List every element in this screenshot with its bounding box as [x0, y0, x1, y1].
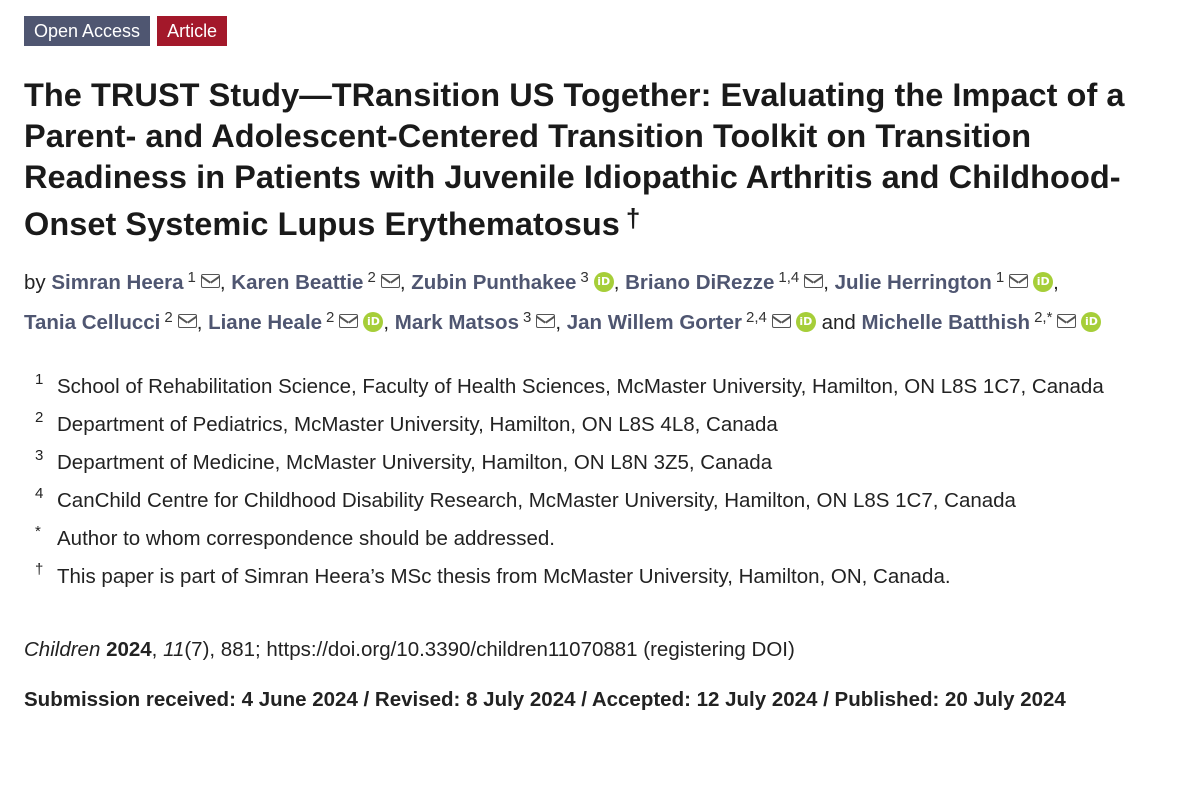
- affiliation-mark: 2: [35, 409, 44, 426]
- author-item: [567, 311, 816, 334]
- affiliation-text: CanChild Centre for Childhood Disability Research, McMaster University, Hamilton, ON L8S 1C7, Canada: [57, 489, 1016, 512]
- author-affiliation-mark: 3: [580, 269, 589, 286]
- open-access-badge[interactable]: Open Access: [24, 16, 150, 46]
- orcid-icon[interactable]: iD: [594, 272, 614, 292]
- affiliation-item: [24, 484, 1176, 517]
- author-item: [625, 271, 823, 294]
- article-type-badge[interactable]: Article: [157, 16, 227, 46]
- author-affiliation-mark: 2: [164, 309, 173, 326]
- citation-line: Children 2024, 11(7), 881; https://doi.org/10.3390/children11070881 (registering DOI): [24, 638, 795, 661]
- email-icon[interactable]: [772, 314, 791, 328]
- email-icon[interactable]: [201, 274, 220, 288]
- author-name-link[interactable]: Briano DiRezze: [625, 271, 775, 294]
- affiliation-item: [24, 370, 1176, 403]
- citation-volume: 11: [163, 638, 185, 661]
- affiliation-text: Department of Pediatrics, McMaster University, Hamilton, ON L8S 4L8, Canada: [57, 413, 778, 436]
- email-icon[interactable]: [1057, 314, 1076, 328]
- affiliation-mark: †: [35, 561, 44, 578]
- author-item: [24, 311, 197, 334]
- email-icon[interactable]: [381, 274, 400, 288]
- affiliation-mark: 3: [35, 447, 44, 464]
- author-affiliation-mark: 3: [522, 309, 532, 326]
- email-icon[interactable]: [536, 314, 555, 328]
- affiliation-text: Department of Medicine, McMaster University, Hamilton, ON L8N 3Z5, Canada: [57, 451, 773, 474]
- author-item: [861, 311, 1101, 334]
- affiliation-mark: 4: [35, 485, 44, 502]
- citation-issue-pages-doi[interactable]: (7), 881; https://doi.org/10.3390/children11070881 (registering DOI): [184, 638, 795, 661]
- citation-year: 2024: [106, 638, 152, 661]
- author-item: [395, 311, 556, 334]
- author-affiliation-mark: 2: [367, 269, 376, 286]
- affiliation-item: [24, 560, 1176, 593]
- author-item: [231, 271, 400, 294]
- orcid-icon[interactable]: iD: [363, 312, 383, 332]
- author-affiliation-mark: 2,*: [1034, 309, 1053, 326]
- affiliation-mark: 1: [35, 371, 44, 388]
- author-item: [51, 271, 220, 294]
- author-name-link[interactable]: Julie Herrington: [834, 271, 992, 294]
- orcid-icon[interactable]: iD: [1033, 272, 1053, 292]
- email-icon[interactable]: [178, 314, 197, 328]
- author-name-link[interactable]: Michelle Batthish: [861, 311, 1031, 334]
- orcid-icon[interactable]: iD: [1081, 312, 1101, 332]
- affiliation-text: Author to whom correspondence should be addressed.: [57, 527, 556, 550]
- article-title-text: The TRUST Study—TRansition US Together: Evaluating the Impact of a Parent- and Adolescent-Centered Transition Toolkit on Transition Readiness in Patients with Juvenile Idiopathic Arthritis and Childhood-Onset Systemic Lupus Erythematosus: [24, 77, 1125, 242]
- affiliation-item: [24, 408, 1176, 441]
- author-name-link[interactable]: Liane Heale: [208, 311, 323, 334]
- email-icon[interactable]: [1009, 274, 1028, 288]
- author-affiliation-mark: 1: [995, 269, 1005, 286]
- email-icon[interactable]: [804, 274, 823, 288]
- title-footnote-mark[interactable]: †: [625, 203, 641, 233]
- author-item: [835, 271, 1054, 294]
- author-name-link[interactable]: Simran Heera: [51, 271, 184, 294]
- author-name-link[interactable]: Zubin Punthakee: [411, 271, 577, 294]
- author-list: by Simran Heera $^1$ , Karen Beattie $^2$ , Zubin Punthakee $^3$ iD , Briano DiRezze $^{1,4}$ , Julie Herrington $^1$ iD , Tania Cellucci $^2$ , Liane Heale $^2$ iD , Mark Matsos $^3$ , Jan Willem Gorter $^{2,4}$ iD and Michelle Batthish $^{2,*}$ iD: [24, 260, 1189, 340]
- author-affiliation-mark: 1: [187, 269, 196, 286]
- author-affiliation-mark: 2,4: [746, 309, 767, 326]
- publication-dates: Submission received: 4 June 2024 / Revised: 8 July 2024 / Accepted: 12 July 2024 / Published: 20 July 2024: [24, 688, 1066, 711]
- and-label: and: [821, 311, 856, 334]
- affiliation-text: This paper is part of Simran Heera’s MSc thesis from McMaster University, Hamilton, ON, Canada.: [57, 565, 951, 588]
- journal-name[interactable]: Children: [24, 638, 101, 661]
- author-name-link[interactable]: Jan Willem Gorter: [566, 311, 742, 334]
- affiliation-item: [24, 446, 1176, 479]
- author-name-link[interactable]: Karen Beattie: [231, 271, 364, 294]
- author-name-link[interactable]: Tania Cellucci: [24, 311, 161, 334]
- author-item: [411, 271, 614, 294]
- affiliation-list: [24, 370, 1176, 593]
- affiliation-text: School of Rehabilitation Science, Faculty of Health Sciences, McMaster University, Hamilton, ON L8S 1C7, Canada: [57, 375, 1104, 398]
- article-title: [24, 75, 1184, 245]
- affiliation-item: [24, 522, 1176, 555]
- by-label: by: [24, 271, 46, 294]
- author-name-link[interactable]: Mark Matsos: [394, 311, 519, 334]
- author-affiliation-mark: 2: [326, 309, 335, 326]
- email-icon[interactable]: [339, 314, 358, 328]
- author-affiliation-mark: 1,4: [778, 269, 800, 286]
- affiliation-mark: *: [35, 523, 41, 540]
- badge-row: [24, 16, 1176, 46]
- orcid-icon[interactable]: iD: [796, 312, 816, 332]
- author-item: [208, 311, 383, 334]
